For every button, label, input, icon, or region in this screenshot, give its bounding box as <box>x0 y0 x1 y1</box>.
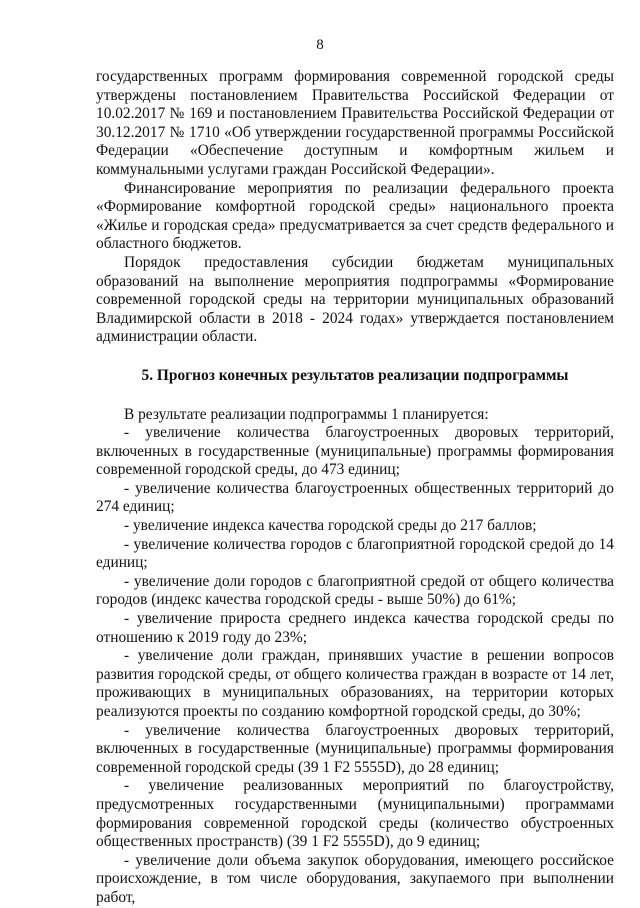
result-item: - увеличение доли граждан, принявших участие в решении вопросов развития городской среды, от общего количества граждан в возрасте от 14 лет, проживающих в муниципальных образованиях, на территории которых реализуются проекты по созданию комфортной городской среды, до 30%; <box>96 647 614 720</box>
results-intro: В результате реализации подпрограммы 1 планируется: <box>124 405 489 423</box>
document-body <box>96 68 614 908</box>
paragraph-financing: Финансирование мероприятия по реализации федерального проекта «Формирование комфортной городской среды» национального проекта «Жилье и городская среда» предусматривается за счет средств федерального и областного бюджетов. <box>96 179 614 253</box>
paragraph-subsidy-procedure: Порядок предоставления субсидии бюджетам муниципальных образований на выполнение мероприятия подпрограммы «Формирование современной городской среды на территории муниципальных образований Владимирской области в 2018 - 2024 годах» утверждается постановлением администрации области. <box>96 253 614 346</box>
result-item: - увеличение количества городов с благоприятной городской средой до 14 единиц; <box>96 535 614 572</box>
result-item: - увеличение реализованных мероприятий по благоустройству, предусмотренных государственными (муниципальными) программами формирования современной городской среды (количество обустроенных общественных пространств) (39 1 F2 5555D), до 9 единиц; <box>96 777 614 851</box>
result-item: - увеличение прироста среднего индекса качества городской среды по отношению к 2019 году до 23%; <box>96 610 614 646</box>
result-item: - увеличение доли объема закупок оборудования, имеющего российское происхождение, в том числе оборудования, закупаемого при выполнении работ, <box>96 851 614 906</box>
result-item: - увеличение количества благоустроенных дворовых территорий, включенных в государственные (муниципальные) программы формирования современной городской среды, до 473 единиц; <box>96 424 614 479</box>
page-number: 8 <box>316 37 324 53</box>
result-item: - увеличение количества благоустроенных общественных территорий до 274 единиц; <box>96 479 614 516</box>
result-item: - увеличение индекса качества городской среды до 217 баллов; <box>124 517 537 535</box>
section-heading: 5. Прогноз конечных результатов реализации подпрограммы <box>141 366 569 384</box>
paragraph-program-basis: государственных программ формирования современной городской среды утверждены постановлением Правительства Российской Федерации от 10.02.2017 № 169 и постановлением Правительства Российской Федерации от 30.12.2017 № 1710 «Об утверждении государственной программы Российской Федерации «Обеспечение доступным и комфортным жильем и коммунальными услугами граждан Российской Федерации». <box>96 68 614 178</box>
result-item: - увеличение доли городов с благоприятной средой от общего количества городов (индекс качества городской среды - выше 50%) до 61%; <box>96 572 614 609</box>
result-item: - увеличение количества благоустроенных дворовых территорий, включенных в государственные (муниципальные) программы формирования современной городской среды (39 1 F2 5555D), до 28 единиц; <box>96 721 614 776</box>
